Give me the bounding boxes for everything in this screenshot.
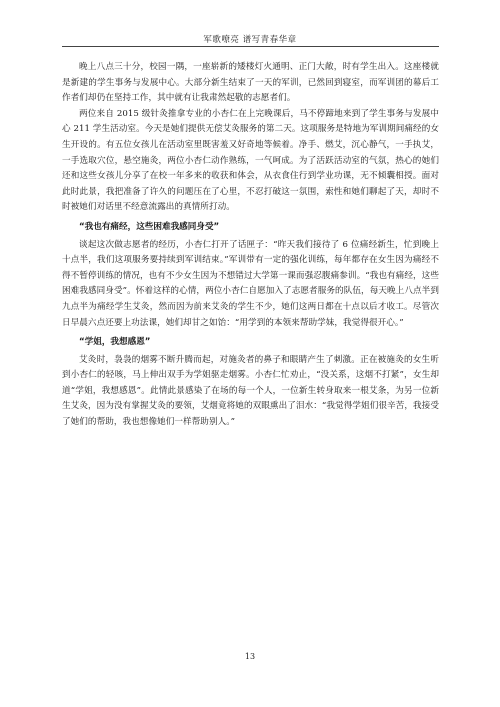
section-heading-1: “我也有痛经，这些困难我感同身受” [79,221,220,232]
paragraph-volunteers: 两位来自 2015 级针灸推拿专业的小杏仁在上完晚课后，马不停蹄地来到了学生事务与发展中心 211 学生活动室。今天是她们提供无偿艾灸服务的第二天。这项服务是特地为军训期间痛经的女生开设的。有五位女孩儿在活动室里既害羞又好奇地等候着。净手、燃艾，沉心静气，一手执艾，一手选取穴位，悬空施灸，两位小杏仁动作熟练，一气呵成。为了活跃活动室的气氛，热心的她们还和这些女孩儿分享了在校一年多来的收获和体会，从衣食住行到学业功课，无不倾囊相授。面对此时此景，我把准备了许久的问题压在了心里，不忍打破这一氛围，索性和她们聊起了天，却时不时被她们对话里不经意流露出的真情所打动。 [62,108,439,213]
paragraph-section-2: 艾灸时，袅袅的烟雾不断升腾而起，对施灸者的鼻子和眼睛产生了刺激。正在被施灸的女生听到小杏仁的轻咳，马上伸出双手为学姐驱走烟雾。小杏仁忙劝止，“没关系，这烟不打紧”，女生却道“学姐，我想感恩”。此情此景感染了在场的每一个人，一位新生转身取来一根艾条，为另一位新生艾灸，因为没有掌握艾灸的要领，艾烟竟将她的双眼熏出了泪水：“我觉得学姐们很辛苦，我接受了她们的帮助，我也想像她们一样帮助别人。” [62,354,439,428]
page-number: 13 [244,652,256,661]
paragraph-intro: 晚上八点三十分，校园一隅，一座崭新的矮楼灯火通明、正门大敞，时有学生出入。这座楼就是新建的学生事务与发展中心。大部分新生结束了一天的军训，已然回到寝室，而军训团的幕后工作者们却仍在坚持工作，其中就有让我肃然起敬的志愿者们。 [62,62,439,104]
article-body [62,60,439,431]
section-heading-2: “学姐，我想感恩” [79,337,151,348]
paragraph-section-1: 谈起这次做志愿者的经历，小杏仁打开了话匣子：“昨天我们接待了 6 位痛经新生，忙到晚上十点半，我们这项服务要持续到军训结束。”军训带有一定的强化训练，每年都存在女生因为痛经不得不暂停训练的情况，也有不少女生因为不想错过大学第一课而强忍腹痛参训。“我也有痛经，这些困难我感同身受”。怀着这样的心情，两位小杏仁自愿加入了志愿者服务的队伍，每天晚上八点半到九点半为痛经学生艾灸，然而因为前来艾灸的学生不少，她们这两日都在十点以后才收工。尽管次日早晨六点还要上功法课，她们却甘之如饴：“用学到的本领来帮助学妹，我觉得很开心。” [62,239,439,328]
running-header: 军歌嘹亮 谱写青春华章 [203,35,297,45]
header-rule [62,46,439,47]
